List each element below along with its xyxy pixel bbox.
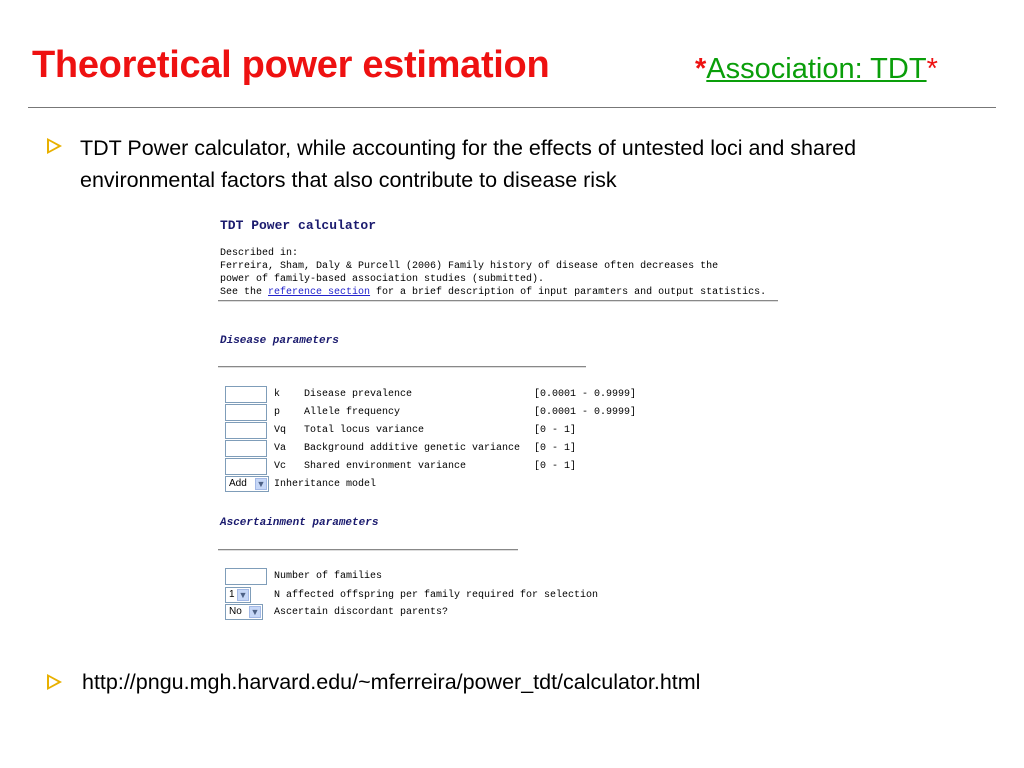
families-label: Number of families: [274, 571, 383, 582]
param-symbol: Vq: [274, 425, 287, 436]
affected-label: N affected offspring per family required for selection: [274, 590, 599, 601]
slide-tag: [695, 53, 938, 86]
select-value: 1: [229, 589, 235, 600]
param-symbol: p: [274, 407, 281, 418]
chevron-down-icon[interactable]: ▼: [256, 479, 266, 489]
see-suffix: for a brief description of input paramters and output statistics.: [370, 287, 767, 298]
divider: [218, 366, 586, 368]
allele-frequency-input[interactable]: [225, 404, 267, 421]
reference-section-link[interactable]: reference section: [268, 287, 371, 298]
param-label: Background additive genetic variance: [304, 443, 521, 454]
param-range: [0 - 1]: [534, 443, 577, 454]
param-symbol: k: [274, 389, 281, 400]
locus-variance-input[interactable]: [225, 422, 267, 439]
calculator-url-link[interactable]: http://pngu.mgh.harvard.edu/~mferreira/power_tdt/calculator.html: [82, 670, 701, 694]
param-range: [0 - 1]: [534, 461, 577, 472]
tag-star-right: *: [926, 53, 938, 85]
calculator-title: TDT Power calculator: [220, 218, 377, 233]
triangle-bullet-icon: [47, 138, 62, 154]
inheritance-label: Inheritance model: [274, 479, 377, 490]
chevron-down-icon[interactable]: ▼: [250, 607, 260, 617]
citation-line-2: power of family-based association studies (submitted).: [220, 274, 545, 285]
ascertainment-parameters-heading: Ascertainment parameters: [220, 517, 379, 529]
see-prefix: See the: [220, 287, 269, 298]
slide-title: Theoretical power estimation: [32, 44, 550, 86]
prevalence-input[interactable]: [225, 386, 267, 403]
inheritance-model-select[interactable]: [225, 476, 269, 492]
param-range: [0 - 1]: [534, 425, 577, 436]
discordant-parents-select[interactable]: [225, 604, 263, 620]
divider: [218, 549, 518, 551]
param-range: [0.0001 - 0.9999]: [534, 407, 637, 418]
param-label: Disease prevalence: [304, 389, 413, 400]
divider: [218, 300, 778, 302]
param-range: [0.0001 - 0.9999]: [534, 389, 637, 400]
bullet-text-calculator: TDT Power calculator, while accounting for the effects of untested loci and shared environmental factors that also contribute to disease risk: [80, 136, 857, 192]
chevron-down-icon[interactable]: ▼: [238, 590, 248, 600]
select-value: No: [229, 606, 242, 617]
additive-variance-input[interactable]: [225, 440, 267, 457]
triangle-bullet-icon: [47, 674, 62, 690]
tag-star-left: *: [695, 53, 707, 85]
param-label: Allele frequency: [304, 407, 401, 418]
param-symbol: Vc: [274, 461, 287, 472]
calculator-screenshot: [218, 214, 788, 624]
discordant-label: Ascertain discordant parents?: [274, 607, 449, 618]
citation-line-1: Ferreira, Sham, Daly & Purcell (2006) Family history of disease often decreases the: [220, 261, 719, 272]
param-label: Total locus variance: [304, 425, 425, 436]
calculator-description: [220, 247, 766, 299]
tag-link[interactable]: Association: TDT: [706, 53, 927, 85]
param-symbol: Va: [274, 443, 287, 454]
described-in: Described in:: [220, 248, 299, 259]
title-divider: [28, 107, 996, 108]
number-of-families-input[interactable]: [225, 568, 267, 585]
select-value: Add: [229, 478, 247, 489]
shared-environment-input[interactable]: [225, 458, 267, 475]
affected-offspring-select[interactable]: [225, 587, 251, 603]
param-label: Shared environment variance: [304, 461, 467, 472]
disease-parameters-heading: Disease parameters: [220, 335, 339, 347]
